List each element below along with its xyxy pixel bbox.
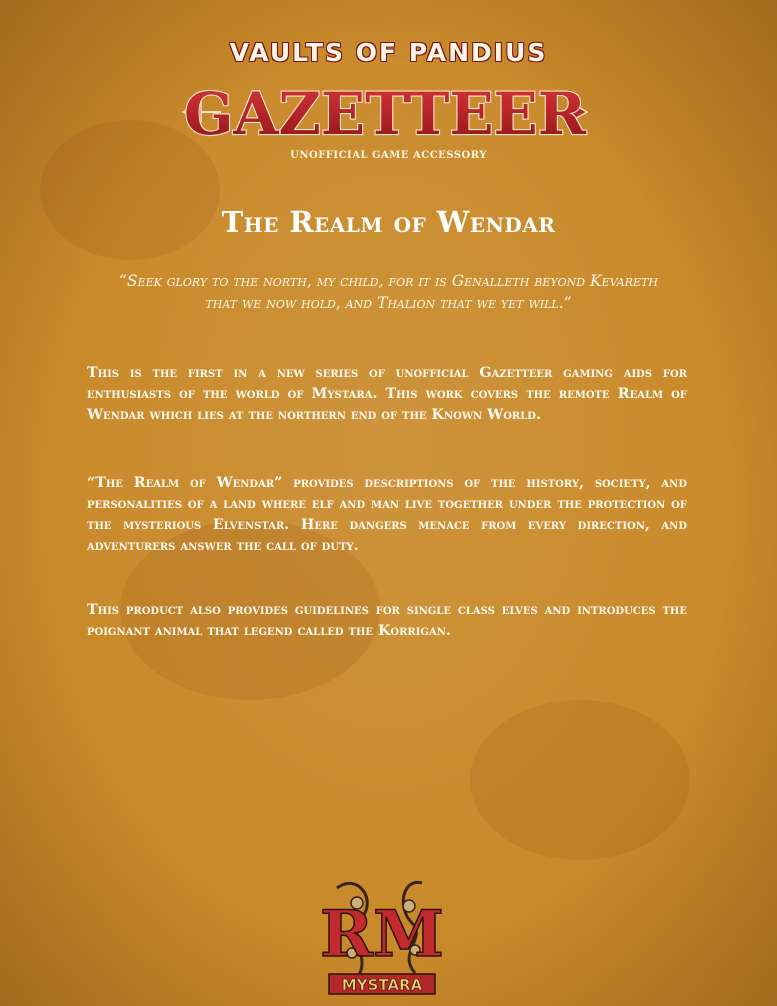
accessory-label: UNOFFICIAL GAME ACCESSORY	[290, 150, 487, 161]
emblem-letters: RM	[319, 897, 445, 972]
body-paragraph: This is the first in a new series of unofficial Gazetteer gaming aids for enthusiasts of the world of Mystara. This work covers the remote Realm of Wendar which lies at the northern end of the Known World.	[87, 365, 687, 423]
mystara-emblem	[319, 868, 445, 996]
body-paragraph: This product also provides guidelines for single class elves and introduces the poignant animal that legend called the Korrigan.	[87, 602, 687, 639]
series-title: VAULTS OF PANDIUS	[229, 38, 548, 67]
gazetteer-logo	[175, 72, 595, 152]
emblem-label: MYSTARA	[341, 976, 423, 994]
body-paragraph: “The Realm of Wendar” provides descriptions of the history, society, and personalities of a land where elf and man live together under the protection of the mysterious Elvenstar. Here dangers menace from every direction, and adventurers answer the call of duty.	[87, 475, 687, 554]
epigraph-quote: “Seek glory to the north, my child, for it is Genalleth beyond Kevareth that we now hold, and Thalion that we yet will.”	[119, 272, 658, 312]
paper-stain	[470, 700, 690, 860]
logo-wordmark: GAZETTEER	[184, 80, 586, 148]
page-title: The Realm of Wendar	[221, 205, 556, 239]
